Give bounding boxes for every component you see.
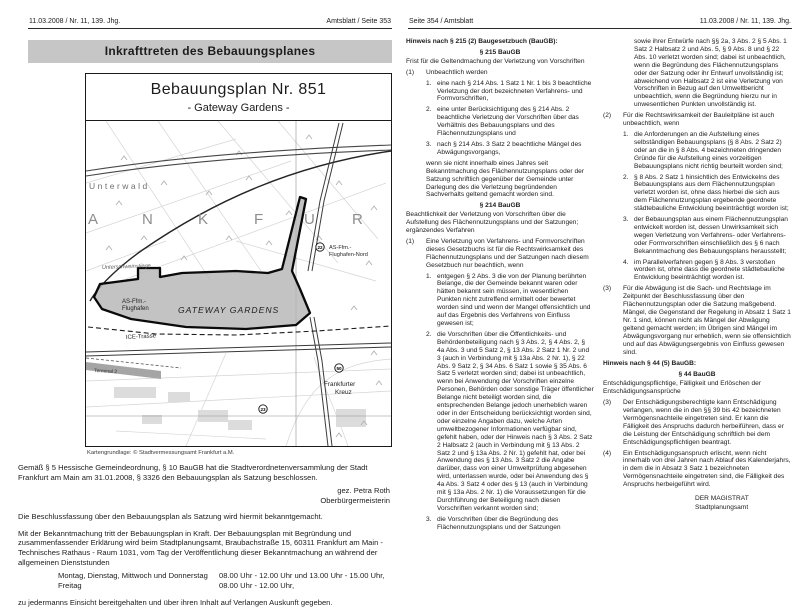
list-number: 3. <box>426 140 432 148</box>
city-letter: R <box>352 211 363 228</box>
list-item <box>426 141 594 157</box>
rail-label: ICE-Trasse <box>125 333 157 341</box>
paragraph-44-4 <box>603 450 791 490</box>
junction-north-label-1: AS-Ffm.- <box>329 245 352 251</box>
section-44-subtitle: Entschädigungspflichtige, Fälligkeit und Erlöschen der Entschädigungsansprüche <box>603 380 761 396</box>
badge-23: 23 <box>260 407 266 412</box>
list-text: entgegen § 2 Abs. 3 die von der Planung berührten Belange, die der Gemeinde bekannt waren oder hätten bekannt sein müssen, in wesentlichen Punkten nicht zutreffend ermittelt oder bewertet worden sind und wenn der Mangel offensichtlich und auf das Ergebnis des Verfahrens von Einfluss gewesen ist; <box>437 272 591 327</box>
paragraph-214-3 <box>603 285 791 356</box>
list-number: 1. <box>623 130 629 138</box>
list-item <box>426 80 594 104</box>
paragraph-marker: (4) <box>603 449 612 457</box>
paragraph-44-3 <box>603 399 791 446</box>
map-title-box <box>86 74 391 121</box>
opening-hours <box>58 571 394 591</box>
list-item <box>426 273 594 328</box>
hours-time: 08.00 Uhr - 12.00 Uhr, <box>219 580 295 590</box>
list-item <box>426 331 594 513</box>
left-header-date: 11.03.2008 / Nr. 11, 139. Jhg. <box>29 18 121 25</box>
list-number: 2. <box>623 173 629 181</box>
terminal-label: Terminal 2 <box>93 368 118 376</box>
paragraph-text: Eine Verletzung von Verfahrens- und Formvorschriften dieses Gesetzbuchs ist für die Rechtswirksamkeit des Flächennutzungsplans und der Satzungen nach diesem Gesetzbuch nur beachtlich, wenn <box>426 237 589 269</box>
paragraph-215-1 <box>406 69 594 77</box>
airport-buildings <box>114 387 366 430</box>
street-label: Unterschweinstiege <box>101 263 151 271</box>
list-number: 1. <box>426 79 432 87</box>
list-number: 4. <box>623 258 629 266</box>
continuation-paragraph: wenn sie nicht innerhalb eines Jahres seit Bekanntmachung des Flächennutzungsplans oder der Satzung schriftlich gegenüber der Gemeinde unter Darlegung des die Verletzung begründenden Sachverhalts geltend gemacht worden sind. <box>426 159 584 199</box>
paragraph-marker: (2) <box>603 112 612 120</box>
list-text: im Parallelverfahren gegen § 8 Abs. 3 verstoßen worden ist, ohne dass die geordnete städtebauliche Entwicklung beeinträchtigt worden ist. <box>634 258 785 282</box>
paragraph-214-2 <box>603 112 791 128</box>
hours-row <box>58 581 394 591</box>
signature-name: gez. Petra Roth <box>337 486 390 496</box>
junction-sw-label-1: AS-Ffm.- <box>122 299 146 305</box>
right-page <box>406 14 794 596</box>
road-right <box>308 123 343 446</box>
interchange-label-2: Kreuz <box>335 389 352 396</box>
paragraph-marker: (3) <box>603 399 612 407</box>
effect-paragraph: Mit der Bekanntmachung tritt der Bebauungsplan in Kraft. Der Bebauungsplan mit Begründung und zusammenfassender Erklärung wird beim Stadtplanungsamt, Braubachstraße 15, 60311 Frankfurt am Main - Technisches Rathaus - Raum 1031, vom Tag der Veröffentlichung dieser Bekanntmachung an während der allgemeinen Dienststunden <box>18 528 383 567</box>
page-title: Inkrafttreten des Bebauungsplanes <box>28 40 392 63</box>
announcement-paragraph: Die Beschlussfassung über den Bebauungsplan als Satzung wird hiermit bekanntgemacht. <box>18 512 323 522</box>
road-a3 <box>86 343 391 356</box>
map-box <box>85 73 392 447</box>
paragraph-marker: (1) <box>406 237 415 245</box>
plan-map <box>86 121 391 446</box>
hours-row <box>58 571 394 581</box>
junction-sw-label-2: Flughafen <box>122 306 149 312</box>
badge-50: 50 <box>336 366 342 371</box>
resolution-paragraph: Gemäß § 5 Hessische Gemeindeordnung, § 10 BauGB hat die Stadtverordnetenversammlung der Stadt Frankfurt am Main am 31.01.2008, § 3326 den Bebauungsplan als Satzung beschlossen. <box>18 463 368 482</box>
junction-north-label-2: Flughafen-Nord <box>329 252 368 258</box>
list-text: die Anforderungen an die Aufstellung eines selbständigen Bebauungsplans (§ 8 Abs. 2 Satz 2) oder an die in § 8 Abs. 4 bezeichneten dringenden Gründe für die Aufstellung eines vorzeitigen Bebauungsplans nicht richtig beurteilt worden sind; <box>634 130 783 170</box>
hours-time: 08.00 Uhr - 12.00 Uhr und 13.00 Uhr - 15.00 Uhr, <box>219 571 385 581</box>
right-page-header <box>408 14 792 29</box>
hours-days: Freitag <box>58 580 82 590</box>
list-text: eine unter Berücksichtigung des § 214 Abs. 2 beachtliche Verletzung der Vorschriften über das Verhältnis des Bebauungsplans und des Flächennutzungsplans und <box>437 106 579 138</box>
right-header-pageno: Seite 354 / Amtsblatt <box>409 18 474 25</box>
legal-column-1 <box>406 38 594 532</box>
list-number: 2. <box>426 330 432 338</box>
paragraph-text: Für die Abwägung ist die Sach- und Rechtslage im Zeitpunkt der Beschlussfassung über den Flächennutzungsplan oder die Satzung maßgebend. Mängel, die Gegenstand der Regelung in Absatz 1 Satz 1 Nr. 1 sind, können nicht als Mängel der Abwägung geltend gemacht werden; im Übrigen sind Mängel im Abwägungsvorgang nur erheblich, wenn sie offensichtlich und auf das Abwägungsergebnis von Einfluss gewesen sind. <box>623 285 791 356</box>
paragraph-marker: (3) <box>603 285 612 293</box>
city-letter: U <box>304 211 315 228</box>
list-text: nach § 214 Abs. 3 Satz 2 beachtliche Mängel des Abwägungsvorgangs, <box>437 140 582 156</box>
list-item <box>426 106 594 138</box>
section-214-title: § 214 BauGB <box>479 202 521 210</box>
interchange-label-1: Frankfurter <box>324 381 356 388</box>
map-caption: Kartengrundlage: © Stadtvermessungsamt Frankfurt a.M. <box>87 450 235 456</box>
list-item <box>623 131 791 171</box>
badge-22: 22 <box>317 245 323 250</box>
legal-column-2 <box>603 38 791 532</box>
continuation-paragraph: sowie ihrer Entwürfe nach §§ 2a, 3 Abs. 2 § 5 Abs. 1 Satz 2 Halbsatz 2 und Abs. 5, § 9 Abs. 8 und § 22 Abs. 10 verletzt worden sind; dabei ist unbeachtlich, wenn die Begründung des Flächennutzungsplans oder der Satzung oder ihr Entwurf unvollständig ist; abweichend von Halbsatz 2 ist eine Verletzung von Vorschriften in Bezug auf den Umweltbericht unbeachtlich, wenn die Begründung hierzu nur in unwesentlichen Punkten unvollständig ist. <box>634 38 787 109</box>
paragraph-214-1 <box>406 238 594 270</box>
list-number: 3. <box>623 216 629 224</box>
city-letter: F <box>254 211 264 228</box>
list-text: § 8 Abs. 2 Satz 1 hinsichtlich des Entwickelns des Bebauungsplans aus dem Flächennutzungsplan verletzt worden ist, ohne dass hierbei die sich aus dem Flächennutzungsplan ergebende geordnete städtebauliche Entwicklung beeinträchtigt worden ist; <box>634 173 789 213</box>
signature-role: Oberbürgermeisterin <box>320 495 390 505</box>
paragraph-marker: (1) <box>406 68 415 76</box>
right-header-date: 11.03.2008 / Nr. 11, 139. Jhg. <box>699 18 791 25</box>
hours-days: Montag, Dienstag, Mittwoch und Donnerstag <box>58 571 208 581</box>
section-214-subtitle: Beachtlichkeit der Verletzung von Vorschriften über die Aufstellung des Flächennutzungsplans und der Satzungen; ergänzendes Verfahren <box>406 211 579 235</box>
paragraph-text: Unbeachtlich werden <box>426 68 488 76</box>
list-item <box>426 516 594 532</box>
section-44-title: § 44 BauGB <box>678 371 716 379</box>
signature-block <box>14 486 390 505</box>
list-text: eine nach § 214 Abs. 1 Satz 1 Nr. 1 bis 3 beachtliche Verletzung der dort bezeichneten Verfahrens- und Formvorschriften, <box>437 79 592 103</box>
map-subtitle: - Gateway Gardens - <box>187 102 290 114</box>
left-page-header <box>28 14 392 29</box>
paragraph-text: Ein Entschädigungsanspruch erlischt, wenn nicht innerhalb von drei Jahren nach Ablauf des Kalenderjahrs, in dem die in Absatz 3 Satz 1 bezeichneten Vermögensnachteile eingetreten sind, die Fälligkeit des Anspruchs herbeigeführt wird. <box>623 449 791 489</box>
notice-44-heading: Hinweis nach § 44 (5) BauGB: <box>603 360 697 368</box>
map-title: Bebauungsplan Nr. 851 <box>150 81 327 98</box>
left-header-pageno: Amtsblatt / Seite 353 <box>326 18 391 25</box>
closing-paragraph: zu jedermanns Einsicht bereitgehalten und über ihren Inhalt auf Verlangen Auskunft gegeben. <box>18 597 333 607</box>
list-number: 3. <box>426 515 432 523</box>
list-item <box>623 216 791 256</box>
left-page <box>14 14 394 607</box>
magistrat-line-2: Stadtplanungsamt <box>695 503 749 511</box>
paragraph-text: Der Entschädigungsberechtigte kann Entschädigung verlangen, wenn die in den §§ 39 bis 42 bezeichneten Vermögensnachteile eingetreten sind. Er kann die Fälligkeit des Anspruchs dadurch herbeiführen, dass er die Leistung der Entschädigung schriftlich bei dem Entschädigungspflichtigen beantragt. <box>623 399 784 446</box>
list-text: die Vorschriften über die Begründung des Flächennutzungsplans und der Satzungen <box>437 515 561 531</box>
section-215-title: § 215 BauGB <box>479 48 521 56</box>
list-number: 2. <box>426 106 432 114</box>
notice-215-heading: Hinweis nach § 215 (2) Baugesetzbuch (BauGB): <box>406 38 558 45</box>
city-letter: A <box>88 211 99 228</box>
list-number: 1. <box>426 272 432 280</box>
plan-area-label: GATEWAY GARDENS <box>178 305 280 315</box>
city-letter: K <box>198 211 209 228</box>
section-215-subtitle: Frist für die Geltendmachung der Verletzung von Vorschriften <box>406 57 585 65</box>
list-item <box>623 174 791 214</box>
magistrat-signature <box>695 495 791 512</box>
list-text: der Bebauungsplan aus einem Flächennutzungsplan entwickelt worden ist, dessen Unwirksamkeit sich wegen Verletzung von Verfahrens- oder Verfahrens- oder Formvorschriften einschließlich des § 6 nach Bekanntmachung des Bebauungsplans herausstellt; <box>634 216 788 255</box>
forest-label: Unterwald <box>89 181 150 191</box>
list-item <box>623 259 791 283</box>
city-letter: N <box>142 211 153 228</box>
list-text: die Vorschriften über die Öffentlichkeits- und Behördenbeteiligung nach § 3 Abs. 2, § 4 Abs. 2, § 4a Abs. 3 und 5 Satz 2, § 13 Abs. 2 Satz 1 Nr. 2 und 3 (auch in Verbindung mit § 13a Abs. 2 Nr. 1), § 22 Abs. 9 Satz 2, § 34 Abs. 6 Satz 1 sowie § 35 Abs. 6 Satz 5 verletzt worden sind; dabei ist unbeachtlich, wenn bei Anwendung der Vorschriften einzelne Personen, Behörden oder sonstige Träger öffentlicher Belange nicht beteiligt worden sind, die entsprechenden Belange jedoch unerheblich waren oder in der Entscheidung berücksichtigt worden sind, oder einzelne Angaben dazu, welche Arten umweltbezogener Informationen verfügbar sind, gefehlt haben, oder der Hinweis nach § 3 Abs. 2 Satz 2 Halbsatz 2 (auch in Verbindung mit § 13 Abs. 2 Satz 2 und § 13a Abs. 2 Nr. 1) gefehlt hat, oder bei Anwendung des § 13 Abs. 3 Satz 2 die Angabe darüber, dass von einer Umweltprüfung abgesehen wird, unterlassen wurde, oder bei Anwendung des § 4a Abs. 3 Satz 4 oder des § 13 (auch in Verbindung mit § 13a Abs. 2 Nr. 1) die Voraussetzungen für die Durchführung der Beteiligung nach diesen Vorschriften verkannt worden sind; <box>437 330 594 512</box>
paragraph-text: Für die Rechtswirksamkeit der Bauleitpläne ist auch unbeachtlich, wenn <box>623 112 775 128</box>
magistrat-line-1: DER MAGISTRAT <box>695 495 749 503</box>
